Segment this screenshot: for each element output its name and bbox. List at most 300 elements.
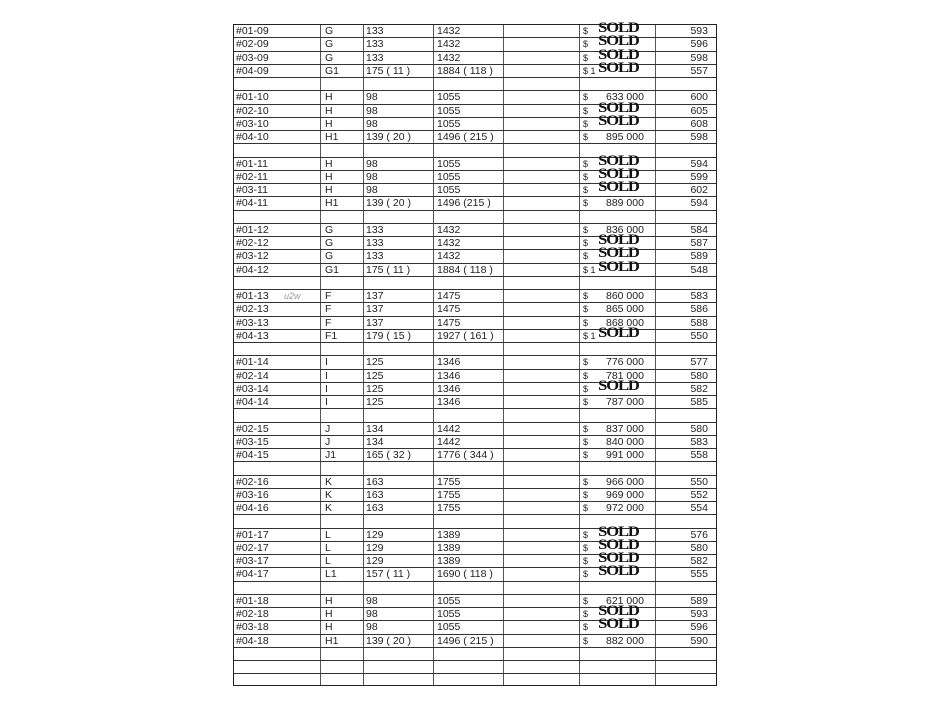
area-sqft: 1389	[437, 528, 461, 541]
price-per-sqft: 586	[690, 303, 708, 316]
blank-row	[234, 78, 716, 91]
unit-type: I	[325, 382, 328, 395]
currency-symbol: $ 1	[583, 330, 596, 341]
area-sqm: 98	[366, 594, 378, 607]
unit-type: G	[325, 51, 334, 64]
currency-symbol: $	[583, 39, 589, 50]
table-row	[234, 449, 716, 462]
area-sqm: 133	[366, 223, 384, 236]
table-row	[234, 258, 716, 277]
unit-type: G	[325, 223, 334, 236]
unit-type: L	[325, 555, 331, 567]
currency-symbol: $	[583, 595, 589, 606]
table-row	[234, 523, 716, 542]
blank-row	[234, 409, 716, 422]
unit-number: #04-14	[236, 396, 269, 408]
area-sqft: 1389	[437, 555, 461, 567]
price-per-sqft: 588	[690, 316, 708, 329]
table-row	[234, 232, 716, 250]
price-per-sqft: 576	[690, 528, 708, 541]
area-sqm: 175 ( 11 )	[366, 64, 411, 77]
unit-type: H1	[325, 131, 339, 143]
table-row	[234, 197, 716, 210]
currency-symbol: $	[583, 489, 589, 500]
area-sqft: 1055	[437, 104, 461, 117]
sold-stamp: SOLD	[598, 563, 639, 580]
unit-type: H	[325, 621, 333, 634]
currency-symbol: $	[583, 542, 589, 553]
area-sqm: 125	[366, 382, 384, 395]
unit-type: J	[325, 435, 331, 448]
area-sqft: 1927 ( 161 )	[437, 329, 494, 342]
table-row	[234, 550, 716, 568]
price-per-sqft: 605	[690, 104, 708, 117]
price-per-sqft: 596	[690, 38, 708, 51]
blank-row	[234, 582, 716, 595]
unit-number: #04-11	[236, 197, 268, 210]
area-sqm: 98	[366, 608, 378, 620]
unit-number: #02-17	[236, 541, 269, 554]
currency-symbol: $	[583, 635, 589, 646]
price-per-sqft: 580	[690, 541, 708, 554]
area-sqm: 137	[366, 303, 384, 316]
sold-stamp: SOLD	[598, 603, 639, 619]
area-sqft: 1055	[437, 91, 461, 104]
currency-symbol: $	[583, 476, 589, 487]
area-sqm: 157 ( 11 )	[366, 568, 411, 581]
table-row	[234, 165, 716, 184]
sold-stamp: SOLD	[598, 112, 639, 129]
unit-number: #04-10	[236, 131, 269, 143]
currency-symbol: $	[583, 105, 589, 116]
table-row	[234, 563, 716, 581]
unit-type: I	[325, 356, 328, 369]
area-sqft: 1389	[437, 541, 461, 554]
area-sqft: 1432	[437, 250, 461, 263]
price-per-sqft: 585	[690, 396, 708, 408]
area-sqm: 129	[366, 555, 384, 567]
unit-number: #03-14	[236, 382, 269, 395]
price-per-sqft: 558	[690, 449, 708, 461]
price-per-sqft: 608	[690, 117, 708, 130]
price: 840 000	[606, 435, 644, 448]
price-per-sqft: 593	[690, 25, 708, 37]
area-sqft: 1055	[437, 594, 461, 607]
area-sqm: 98	[366, 104, 378, 117]
price-per-sqft: 587	[690, 237, 708, 249]
unit-type: H	[325, 184, 333, 196]
price-per-sqft: 550	[690, 475, 708, 488]
unit-type: I	[325, 396, 328, 408]
area-sqm: 175 ( 11 )	[366, 263, 411, 276]
currency-symbol: $	[583, 132, 589, 142]
currency-symbol: $	[583, 158, 589, 169]
unit-number: #04-17	[236, 568, 269, 581]
price: 972 000	[606, 502, 644, 514]
currency-symbol: $	[583, 52, 589, 63]
area-sqm: 133	[366, 237, 384, 249]
unit-number: #02-16	[236, 475, 269, 488]
blank-row	[234, 343, 716, 356]
blank-row	[234, 211, 716, 224]
blank-row	[234, 661, 716, 674]
table-row	[234, 377, 716, 396]
unit-number: #03-10	[236, 117, 269, 130]
currency-symbol: $	[583, 529, 589, 540]
price-per-sqft: 583	[690, 290, 708, 302]
price: 621 000	[606, 594, 644, 607]
unit-number: #02-10	[236, 104, 269, 117]
blank-row	[234, 277, 716, 290]
unit-number: #01-13	[236, 290, 269, 302]
area-sqft: 1755	[437, 502, 461, 514]
unit-type: L	[325, 528, 331, 541]
area-sqft: 1496 ( 215 )	[437, 131, 494, 143]
currency-symbol: $	[583, 317, 589, 328]
area-sqft: 1346	[437, 396, 461, 408]
unit-number: #03-16	[236, 488, 269, 501]
unit-number: #04-13	[236, 329, 269, 342]
area-sqft: 1055	[437, 170, 461, 183]
price-per-sqft: 554	[690, 502, 708, 514]
unit-type: F	[325, 303, 332, 316]
sold-stamp: SOLD	[598, 616, 639, 633]
area-sqm: 163	[366, 475, 384, 488]
unit-number: #01-10	[236, 91, 269, 104]
price-per-sqft: 593	[690, 608, 708, 620]
unit-number: #01-09	[236, 25, 269, 37]
currency-symbol: $	[583, 383, 589, 394]
unit-type: G	[325, 250, 334, 263]
sold-stamp: SOLD	[598, 46, 639, 63]
currency-symbol: $	[583, 622, 589, 633]
area-sqft: 1755	[437, 475, 461, 488]
unit-number: #04-18	[236, 634, 269, 647]
area-sqm: 125	[366, 396, 384, 408]
area-sqft: 1690 ( 118 )	[437, 568, 493, 581]
price-per-sqft: 548	[690, 263, 708, 276]
price: 865 000	[606, 303, 644, 316]
price: 787 000	[606, 396, 644, 408]
unit-type: H	[325, 594, 333, 607]
table-row	[234, 489, 716, 502]
currency-symbol: $	[583, 397, 589, 407]
unit-type: F1	[325, 329, 338, 342]
area-sqm: 179 ( 15 )	[366, 329, 411, 342]
currency-symbol: $	[583, 171, 589, 182]
blank-row	[234, 515, 716, 528]
sold-stamp: SOLD	[598, 377, 639, 394]
area-sqft: 1346	[437, 382, 461, 395]
area-sqft: 1475	[437, 303, 461, 316]
blank-row	[234, 648, 716, 661]
table-row	[234, 317, 716, 330]
price-per-sqft: 580	[690, 422, 708, 435]
area-sqm: 125	[366, 356, 384, 369]
area-sqft: 1055	[437, 608, 461, 620]
price-per-sqft: 584	[690, 223, 708, 236]
currency-symbol: $	[583, 450, 589, 460]
area-sqm: 139 ( 20 )	[366, 634, 411, 647]
unit-number: #02-15	[236, 422, 269, 435]
price-per-sqft: 599	[690, 170, 708, 183]
area-sqm: 134	[366, 422, 384, 435]
currency-symbol: $	[583, 357, 589, 368]
unit-price-table	[233, 20, 717, 686]
area-sqft: 1055	[437, 157, 461, 170]
unit-number: #03-09	[236, 51, 269, 64]
area-sqft: 1442	[437, 422, 461, 435]
table-row	[234, 396, 716, 409]
area-sqm: 98	[366, 621, 378, 634]
area-sqm: 163	[366, 502, 384, 514]
sold-stamp: SOLD	[598, 536, 639, 553]
table-row	[234, 324, 716, 343]
table-row	[234, 91, 716, 104]
price-per-sqft: 582	[690, 555, 708, 567]
unit-number: #01-11	[236, 157, 268, 170]
table-row	[234, 112, 716, 131]
sold-stamp: SOLD	[598, 165, 639, 182]
area-sqm: 98	[366, 170, 378, 183]
currency-symbol: $ 1	[583, 264, 596, 275]
area-sqft: 1755	[437, 488, 461, 501]
area-sqm: 139 ( 20 )	[366, 197, 411, 210]
unit-type: G	[325, 25, 334, 37]
unit-number: #04-12	[236, 263, 269, 276]
price-per-sqft: 596	[690, 621, 708, 634]
sold-stamp: SOLD	[598, 179, 639, 195]
unit-type: G	[325, 237, 334, 249]
price-per-sqft: 550	[690, 329, 708, 342]
table-row	[234, 245, 716, 263]
price-per-sqft: 594	[690, 197, 708, 210]
unit-type: J	[325, 422, 331, 435]
table-row	[234, 290, 716, 303]
table-row	[234, 635, 716, 648]
area-sqft: 1496 (215 )	[437, 197, 491, 210]
price-per-sqft: 555	[690, 568, 708, 581]
table-row	[234, 536, 716, 555]
unit-number: #02-12	[236, 237, 269, 249]
unit-number: #04-15	[236, 449, 269, 461]
currency-symbol: $	[583, 556, 589, 566]
unit-type: H	[325, 91, 333, 104]
area-sqft: 1884 ( 118 )	[437, 263, 493, 276]
area-sqm: 134	[366, 435, 384, 448]
table-row	[234, 356, 716, 369]
unit-number: #04-09	[236, 64, 269, 77]
unit-type: L	[325, 541, 331, 554]
table-row	[234, 423, 716, 436]
area-sqm: 137	[366, 316, 384, 329]
table-row	[234, 595, 716, 608]
table-row	[234, 33, 716, 51]
currency-symbol: $	[583, 238, 589, 248]
table-row	[234, 152, 716, 171]
area-sqm: 129	[366, 541, 384, 554]
area-sqft: 1432	[437, 25, 461, 37]
area-sqft: 1496 ( 215 )	[437, 634, 494, 647]
area-sqft: 1432	[437, 38, 461, 51]
price-per-sqft: 602	[690, 184, 708, 196]
area-sqm: 98	[366, 157, 378, 170]
unit-type: G1	[325, 263, 340, 276]
area-sqft: 1884 ( 118 )	[437, 64, 493, 77]
price: 776 000	[606, 356, 644, 369]
table-row	[234, 303, 716, 316]
currency-symbol: $	[583, 185, 589, 195]
unit-type: L1	[325, 568, 337, 581]
area-sqft: 1432	[437, 223, 461, 236]
unit-type: H1	[325, 634, 339, 647]
area-sqm: 137	[366, 290, 384, 302]
sold-stamp: SOLD	[598, 33, 639, 50]
unit-type: H	[325, 608, 333, 620]
price: 781 000	[606, 369, 644, 382]
price: 966 000	[606, 475, 644, 488]
table-row	[234, 224, 716, 237]
sold-stamp: SOLD	[598, 550, 639, 566]
currency-symbol: $	[583, 304, 589, 315]
area-sqm: 129	[366, 528, 384, 541]
table-row	[234, 20, 716, 38]
area-sqm: 133	[366, 25, 384, 37]
sold-stamp: SOLD	[598, 59, 639, 76]
price: 868 000	[606, 316, 644, 329]
unit-number: #02-09	[236, 38, 269, 51]
currency-symbol: $	[583, 436, 589, 447]
table-row	[234, 436, 716, 449]
unit-type: H	[325, 117, 333, 130]
area-sqft: 1776 ( 344 )	[437, 449, 494, 461]
unit-number: #03-13	[236, 316, 269, 329]
area-sqft: 1055	[437, 184, 461, 196]
unit-type: H	[325, 157, 333, 170]
unit-type: G	[325, 38, 334, 51]
price-per-sqft: 577	[690, 356, 708, 369]
area-sqft: 1475	[437, 290, 461, 302]
area-sqm: 133	[366, 250, 384, 263]
area-sqm: 139 ( 20 )	[366, 131, 411, 143]
blank-row	[234, 462, 716, 475]
currency-symbol: $	[583, 92, 589, 103]
price-per-sqft: 594	[690, 157, 708, 170]
area-sqft: 1346	[437, 369, 461, 382]
price: 836 000	[606, 223, 644, 236]
price-per-sqft: 557	[690, 64, 708, 77]
table-row	[234, 46, 716, 65]
unit-number: #03-17	[236, 555, 269, 567]
currency-symbol: $	[583, 26, 589, 36]
price: 837 000	[606, 422, 644, 435]
unit-number: #03-12	[236, 250, 269, 263]
table-row	[234, 616, 716, 634]
unit-type: H1	[325, 197, 339, 210]
price-per-sqft: 583	[690, 435, 708, 448]
unit-type: K	[325, 488, 333, 501]
unit-number: #02-14	[236, 369, 269, 382]
table-row	[234, 131, 716, 144]
area-sqft: 1055	[437, 117, 461, 130]
price: 895 000	[606, 131, 644, 143]
blank-row	[234, 144, 716, 157]
table-row	[234, 59, 716, 78]
unit-number: #01-12	[236, 223, 269, 236]
currency-symbol: $	[583, 503, 589, 513]
currency-symbol: $	[583, 569, 589, 580]
price: 860 000	[606, 290, 644, 302]
handwritten-note: u2w	[284, 291, 301, 301]
sold-stamp: SOLD	[598, 99, 639, 116]
price: 991 000	[606, 449, 644, 461]
unit-number: #01-17	[236, 528, 269, 541]
area-sqm: 133	[366, 51, 384, 64]
table-row	[234, 502, 716, 515]
unit-number: #02-13	[236, 303, 269, 316]
unit-type: H	[325, 170, 333, 183]
currency-symbol: $	[583, 423, 589, 434]
price-per-sqft: 580	[690, 369, 708, 382]
unit-number: #03-18	[236, 621, 269, 634]
unit-number: #04-16	[236, 502, 269, 514]
area-sqft: 1055	[437, 621, 461, 634]
area-sqft: 1346	[437, 356, 461, 369]
table-row	[234, 179, 716, 197]
price-per-sqft: 589	[690, 594, 708, 607]
price-per-sqft: 600	[690, 91, 708, 104]
area-sqm: 165 ( 32 )	[366, 449, 411, 461]
unit-type: I	[325, 369, 328, 382]
area-sqm: 98	[366, 117, 378, 130]
unit-number: #03-15	[236, 435, 269, 448]
table-row	[234, 603, 716, 621]
currency-symbol: $	[583, 370, 589, 381]
sold-stamp: SOLD	[598, 523, 639, 540]
unit-number: #02-18	[236, 608, 269, 620]
price-per-sqft: 590	[690, 634, 708, 647]
price: 969 000	[606, 488, 644, 501]
area-sqm: 133	[366, 38, 384, 51]
sold-stamp: SOLD	[598, 324, 639, 341]
price-per-sqft: 552	[690, 488, 708, 501]
currency-symbol: $	[583, 118, 589, 129]
unit-number: #03-11	[236, 184, 268, 196]
price: 889 000	[606, 197, 644, 210]
area-sqm: 98	[366, 184, 378, 196]
unit-number: #01-18	[236, 594, 269, 607]
sold-stamp: SOLD	[598, 258, 639, 275]
area-sqm: 163	[366, 488, 384, 501]
table-row	[234, 370, 716, 383]
price: 882 000	[606, 634, 644, 647]
area-sqm: 98	[366, 91, 378, 104]
price: 633 000	[606, 91, 644, 104]
price-per-sqft: 582	[690, 382, 708, 395]
unit-type: F	[325, 290, 332, 302]
currency-symbol: $	[583, 251, 589, 262]
currency-symbol: $	[583, 198, 589, 209]
area-sqm: 125	[366, 369, 384, 382]
currency-symbol: $	[583, 609, 589, 619]
unit-number: #02-11	[236, 170, 268, 183]
unit-type: K	[325, 475, 333, 488]
sold-stamp: SOLD	[598, 20, 639, 36]
unit-number: #01-14	[236, 356, 269, 369]
area-sqft: 1432	[437, 237, 461, 249]
unit-type: H	[325, 104, 333, 117]
sold-stamp: SOLD	[598, 152, 639, 169]
